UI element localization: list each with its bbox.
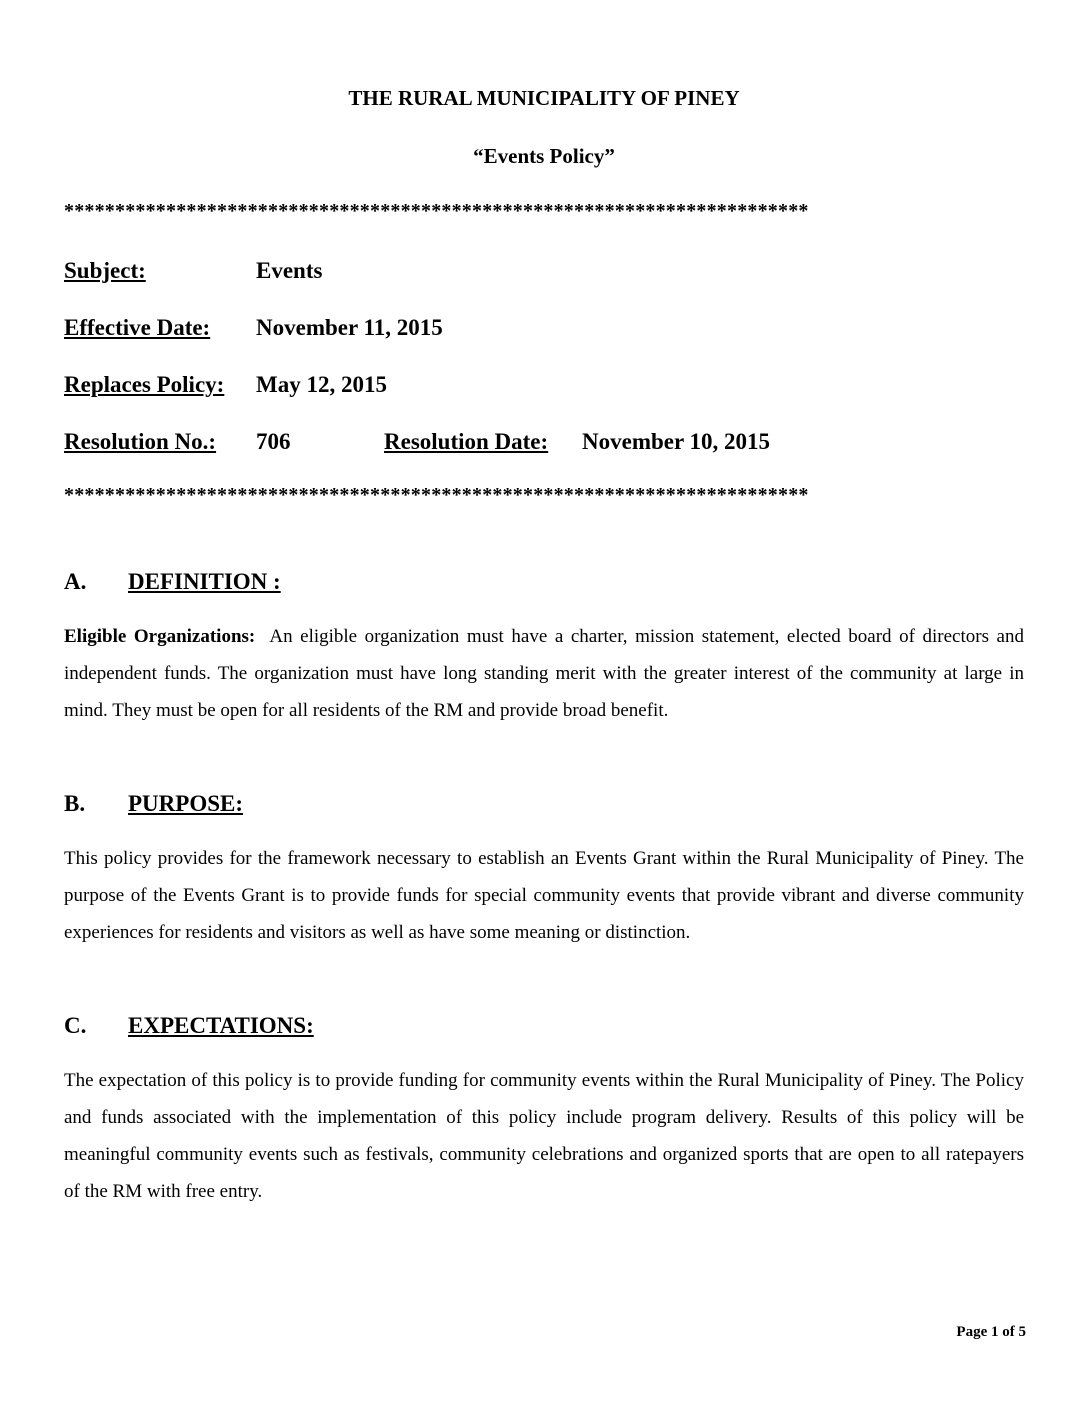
subject-label: Subject: bbox=[64, 258, 146, 283]
resolution-date-label: Resolution Date: bbox=[384, 429, 549, 454]
resolution-no-value: 706 bbox=[256, 429, 291, 454]
separator-bottom: ************************************************************************* bbox=[64, 484, 809, 506]
section-body-purpose: This policy provides for the framework necessary to establish an Events Grant within the Rural Municipality of Piney. The purpose of the Events Grant is to provide funds for special community events that provide vibrant and diverse community experiences for residents and visitors as well as have some meaning or distinction. bbox=[64, 848, 1024, 943]
section-title: PURPOSE: bbox=[128, 791, 243, 816]
resolution-no-label: Resolution No.: bbox=[64, 429, 217, 454]
policy-name: “Events Policy” bbox=[473, 144, 615, 168]
section-body-definition bbox=[64, 618, 1024, 729]
definition-text: An eligible organization must have a charter, mission statement, elected board of directors and independent funds. The organization must have long standing merit with the greater interest of the community at large in mind. They must be open for all residents of the RM and provide broad benefit. bbox=[64, 626, 1024, 721]
effective-date-label: Effective Date: bbox=[64, 315, 211, 340]
replaces-policy-value: May 12, 2015 bbox=[256, 372, 387, 397]
resolution-date-value: November 10, 2015 bbox=[582, 429, 771, 454]
section-body-expectations: The expectation of this policy is to provide funding for community events within the Rural Municipality of Piney. The Policy and funds associated with the implementation of this policy include program delivery. Results of this policy will be meaningful community events such as festivals, community celebrations and organized sports that are open to all ratepayers of the RM with free entry. bbox=[64, 1070, 1024, 1202]
section-title: EXPECTATIONS: bbox=[128, 1013, 314, 1038]
page-number: Page 1 of 5 bbox=[956, 1324, 1026, 1340]
effective-date-value: November 11, 2015 bbox=[256, 315, 443, 340]
section-letter: A. bbox=[64, 569, 87, 594]
section-letter: C. bbox=[64, 1013, 87, 1038]
eligible-organizations-term: Eligible Organizations: bbox=[64, 626, 256, 647]
replaces-policy-label: Replaces Policy: bbox=[64, 372, 225, 397]
section-title: DEFINITION : bbox=[128, 569, 281, 594]
subject-value: Events bbox=[256, 258, 323, 283]
separator-top: ************************************************************************* bbox=[64, 200, 809, 222]
document-title: THE RURAL MUNICIPALITY OF PINEY bbox=[348, 86, 740, 110]
section-letter: B. bbox=[64, 791, 86, 816]
